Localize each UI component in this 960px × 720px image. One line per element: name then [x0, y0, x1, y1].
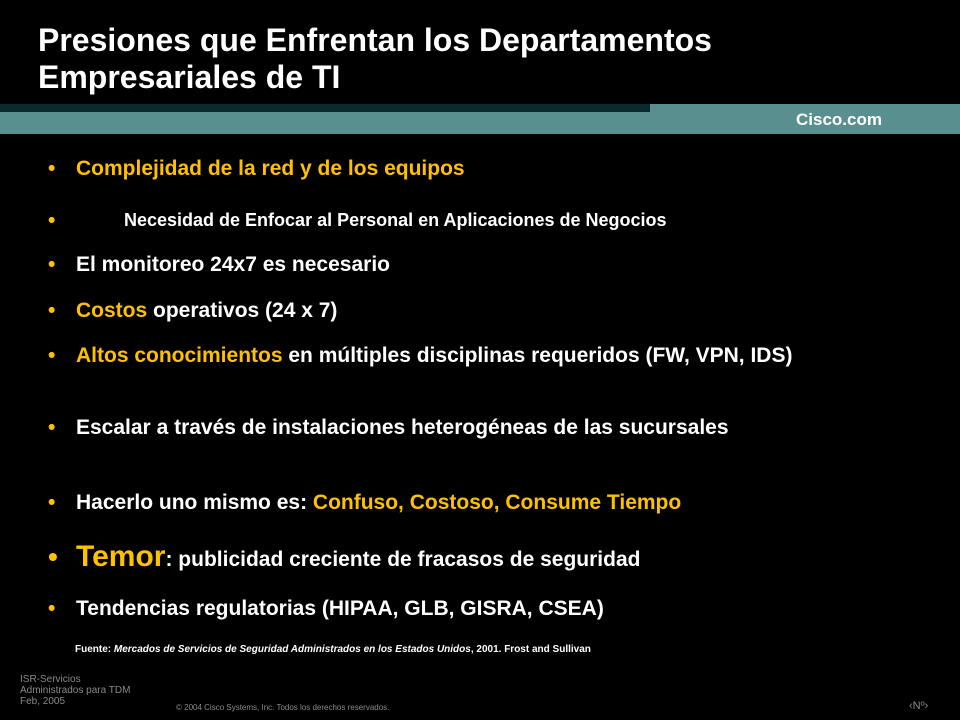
footer-line: Administrados para TDM: [20, 685, 131, 696]
bullet-item: [48, 596, 936, 621]
bullet-text: Hacerlo uno mismo es:: [76, 491, 313, 514]
bullet-icon: •: [48, 209, 56, 232]
slide-title: [38, 22, 918, 96]
bullet-text: en múltiples disciplinas requeridos (FW, VPN, IDS): [282, 344, 793, 367]
bullet-icon: •: [48, 157, 56, 180]
footer-line: ISR-Servicios: [20, 674, 81, 685]
bullet-text-highlight: Temor: [76, 540, 166, 573]
bullet-icon: •: [48, 416, 56, 439]
slide-title-line2: Empresariales de TI: [38, 59, 341, 95]
footer-copyright: © 2004 Cisco Systems, Inc. Todos los derechos reservados.: [176, 703, 390, 712]
source-label: Fuente:: [75, 644, 114, 655]
slide-title-line1: Presiones que Enfrentan los Departamentos: [38, 22, 712, 58]
bullet-icon: •: [48, 344, 56, 367]
bullet-text-highlight: Costos: [76, 299, 148, 322]
source-citation: [75, 644, 591, 655]
bullet-item: [48, 343, 866, 368]
bullet-item: [48, 490, 946, 515]
brand-logo: Cisco.com: [796, 110, 882, 129]
bullet-icon: •: [48, 299, 56, 322]
bullet-item: [48, 298, 936, 323]
bullet-text-highlight: Confuso, Costoso, Consume Tiempo: [312, 491, 682, 514]
bullet-text: Tendencias regulatorias (HIPAA, GLB, GISRA, CSEA): [76, 597, 604, 620]
bullet-item: [48, 415, 836, 440]
bullet-icon: •: [48, 597, 56, 620]
bullet-item: [48, 252, 936, 277]
bullet-text-highlight: Complejidad de la red y de los equipos: [76, 157, 465, 180]
bullet-text: Escalar a través de instalaciones heterogéneas de las sucursales: [76, 416, 729, 439]
bullet-text: : publicidad creciente de fracasos de seguridad: [165, 548, 641, 571]
bullet-icon: •: [48, 491, 56, 514]
bullet-text: operativos (24 x 7): [147, 299, 338, 322]
bullet-text: El monitoreo 24x7 es necesario: [76, 253, 390, 276]
bullet-text: Necesidad de Enfocar al Personal en Aplicaciones de Negocios: [124, 210, 667, 230]
bullet-item: [48, 156, 936, 181]
source-rest: , 2001. Frost and Sullivan: [470, 644, 591, 655]
page-number: ‹Nº›: [909, 700, 929, 712]
header-bar-dark: [0, 104, 650, 112]
bullet-icon: •: [48, 541, 58, 572]
source-title: Mercados de Servicios de Seguridad Administrados en los Estados Unidos: [113, 644, 471, 655]
bullet-icon: •: [48, 253, 56, 276]
bullet-text-highlight: Altos conocimientos: [76, 344, 283, 367]
bullet-item: [48, 540, 946, 577]
footer-line: Feb, 2005: [20, 696, 66, 707]
footer-course-info: [20, 674, 130, 707]
bullet-item: [48, 208, 960, 233]
